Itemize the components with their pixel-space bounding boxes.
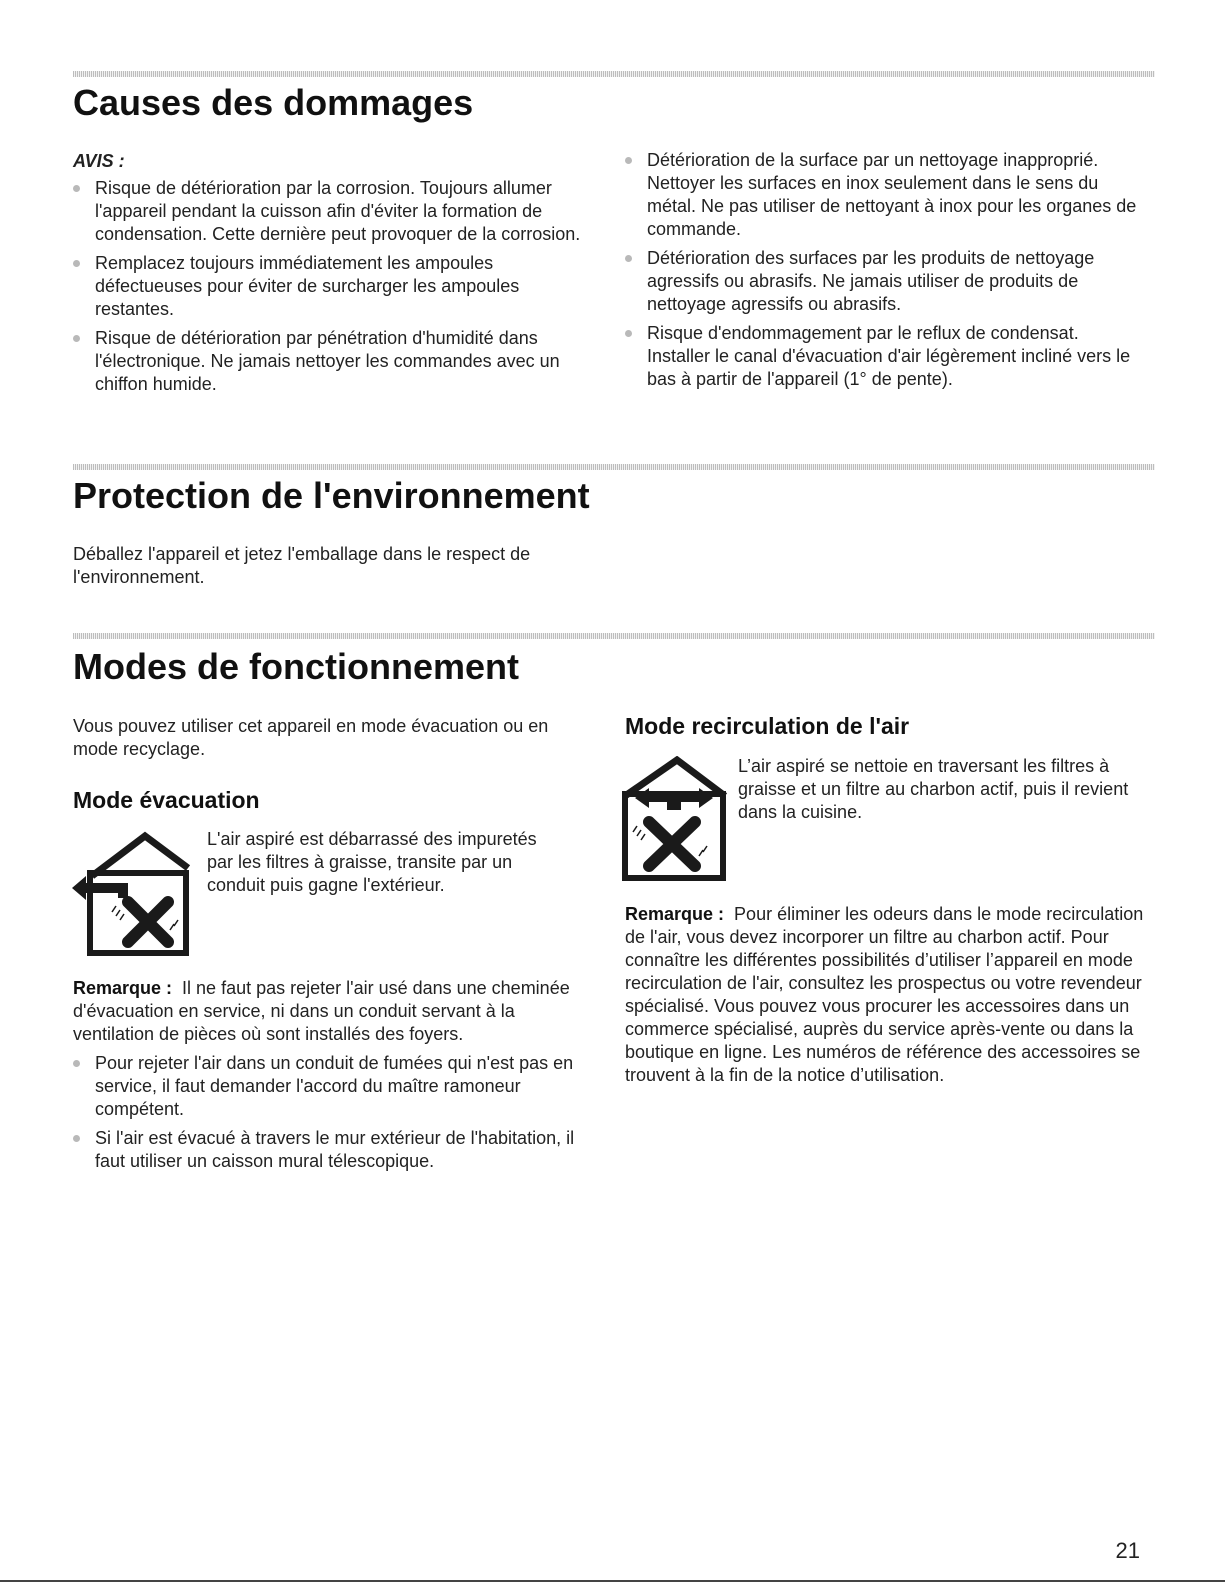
bullet-icon	[625, 255, 632, 262]
bullet-icon	[73, 1060, 80, 1067]
bullet-icon	[73, 335, 80, 342]
bullet-icon	[73, 185, 80, 192]
list-item: Détérioration des surfaces par les produits de nettoyage agressifs ou abrasifs. Ne jamais utiliser de produits de nettoyage agressifs ou abrasifs.	[625, 247, 1145, 316]
damage-right-column	[625, 149, 1145, 397]
exhaust-mode-icon	[70, 828, 194, 958]
section-divider	[73, 71, 1155, 77]
subsection-title-exhaust: Mode évacuation	[73, 787, 260, 813]
bullet-icon	[625, 157, 632, 164]
exhaust-description: L'air aspiré est débarrassé des impuretés par les filtres à graisse, transite par un conduit puis gagne l'extérieur.	[207, 829, 537, 895]
note-label: Remarque :	[73, 978, 173, 998]
bullet-icon	[73, 1135, 80, 1142]
modes-intro: Vous pouvez utiliser cet appareil en mode évacuation ou en mode recyclage.	[73, 716, 549, 759]
damage-left-column	[73, 150, 593, 402]
damage-list-right	[625, 149, 1145, 391]
environment-text-block	[73, 543, 573, 589]
note-label: Remarque :	[625, 904, 725, 924]
list-item: Détérioration de la surface par un nettoyage inapproprié. Nettoyer les surfaces en inox seulement dans le sens du métal. Ne pas utiliser de nettoyant à inox pour les organes de commande.	[625, 149, 1145, 241]
modes-intro-block	[73, 715, 593, 761]
subsection-title-recirculation: Mode recirculation de l'air	[625, 713, 910, 739]
damage-list-left	[73, 177, 593, 396]
section-title-modes: Modes de fonctionnement	[73, 646, 520, 687]
recirculation-note-block	[625, 903, 1145, 1087]
page-number: 21	[1115, 1538, 1140, 1563]
bullet-icon	[625, 330, 632, 337]
list-item: Risque de détérioration par pénétration d'humidité dans l'électronique. Ne jamais nettoyer les commandes avec un chiffon humide.	[73, 327, 593, 396]
list-item: Risque d'endommagement par le reflux de condensat. Installer le canal d'évacuation d'air légèrement incliné vers le bas à partir de l'appareil (1° de pente).	[625, 322, 1145, 391]
list-item: Remplacez toujours immédiatement les ampoules défectueuses pour éviter de surcharger les ampoules restantes.	[73, 252, 593, 321]
recirculation-mode-icon	[621, 756, 729, 882]
page-bottom-border	[0, 1580, 1225, 1582]
avis-label: AVIS :	[73, 151, 125, 171]
section-title-damage: Causes des dommages	[73, 82, 474, 123]
section-divider	[73, 464, 1155, 470]
list-item: Risque de détérioration par la corrosion. Toujours allumer l'appareil pendant la cuisson afin d'éviter la formation de condensation. Cette dernière peut provoquer de la corrosion.	[73, 177, 593, 246]
bullet-icon	[73, 260, 80, 267]
recirculation-description: L’air aspiré se nettoie en traversant les filtres à graisse et un filtre au charbon actif, puis il revient dans la cuisine.	[738, 756, 1129, 822]
exhaust-note: Remarque : Il ne faut pas rejeter l'air usé dans une cheminée d'évacuation en service, ni dans un conduit servant à la ventilation de pièces où sont installés des foyers.	[73, 978, 570, 1044]
section-title-environment: Protection de l'environnement	[73, 475, 590, 516]
recirculation-note: Remarque : Pour éliminer les odeurs dans le mode recirculation de l'air, vous devez incorporer un filtre au charbon actif. Pour connaître les différentes possibilités d’utiliser l’appareil en mode recirculation de l'air, consultez les prospectus ou votre revendeur spécialisé. Vous pouvez vous procurer les accessoires dans un commerce spécialisé, auprès du service après-vente ou dans la boutique en ligne. Les numéros de référence des accessoires se trouvent à la fin de la notice d’utilisation.	[625, 904, 1144, 1085]
exhaust-text-block	[207, 828, 547, 897]
recirculation-text-block	[738, 755, 1148, 824]
list-item: Pour rejeter l'air dans un conduit de fumées qui n'est pas en service, il faut demander l'accord du maître ramoneur compétent.	[73, 1052, 593, 1121]
exhaust-note-block	[73, 977, 593, 1179]
list-item: Si l'air est évacué à travers le mur extérieur de l'habitation, il faut utiliser un caisson mural télescopique.	[73, 1127, 593, 1173]
exhaust-list	[73, 1052, 593, 1173]
environment-text: Déballez l'appareil et jetez l'emballage dans le respect de l'environnement.	[73, 544, 531, 587]
section-divider	[73, 633, 1155, 639]
